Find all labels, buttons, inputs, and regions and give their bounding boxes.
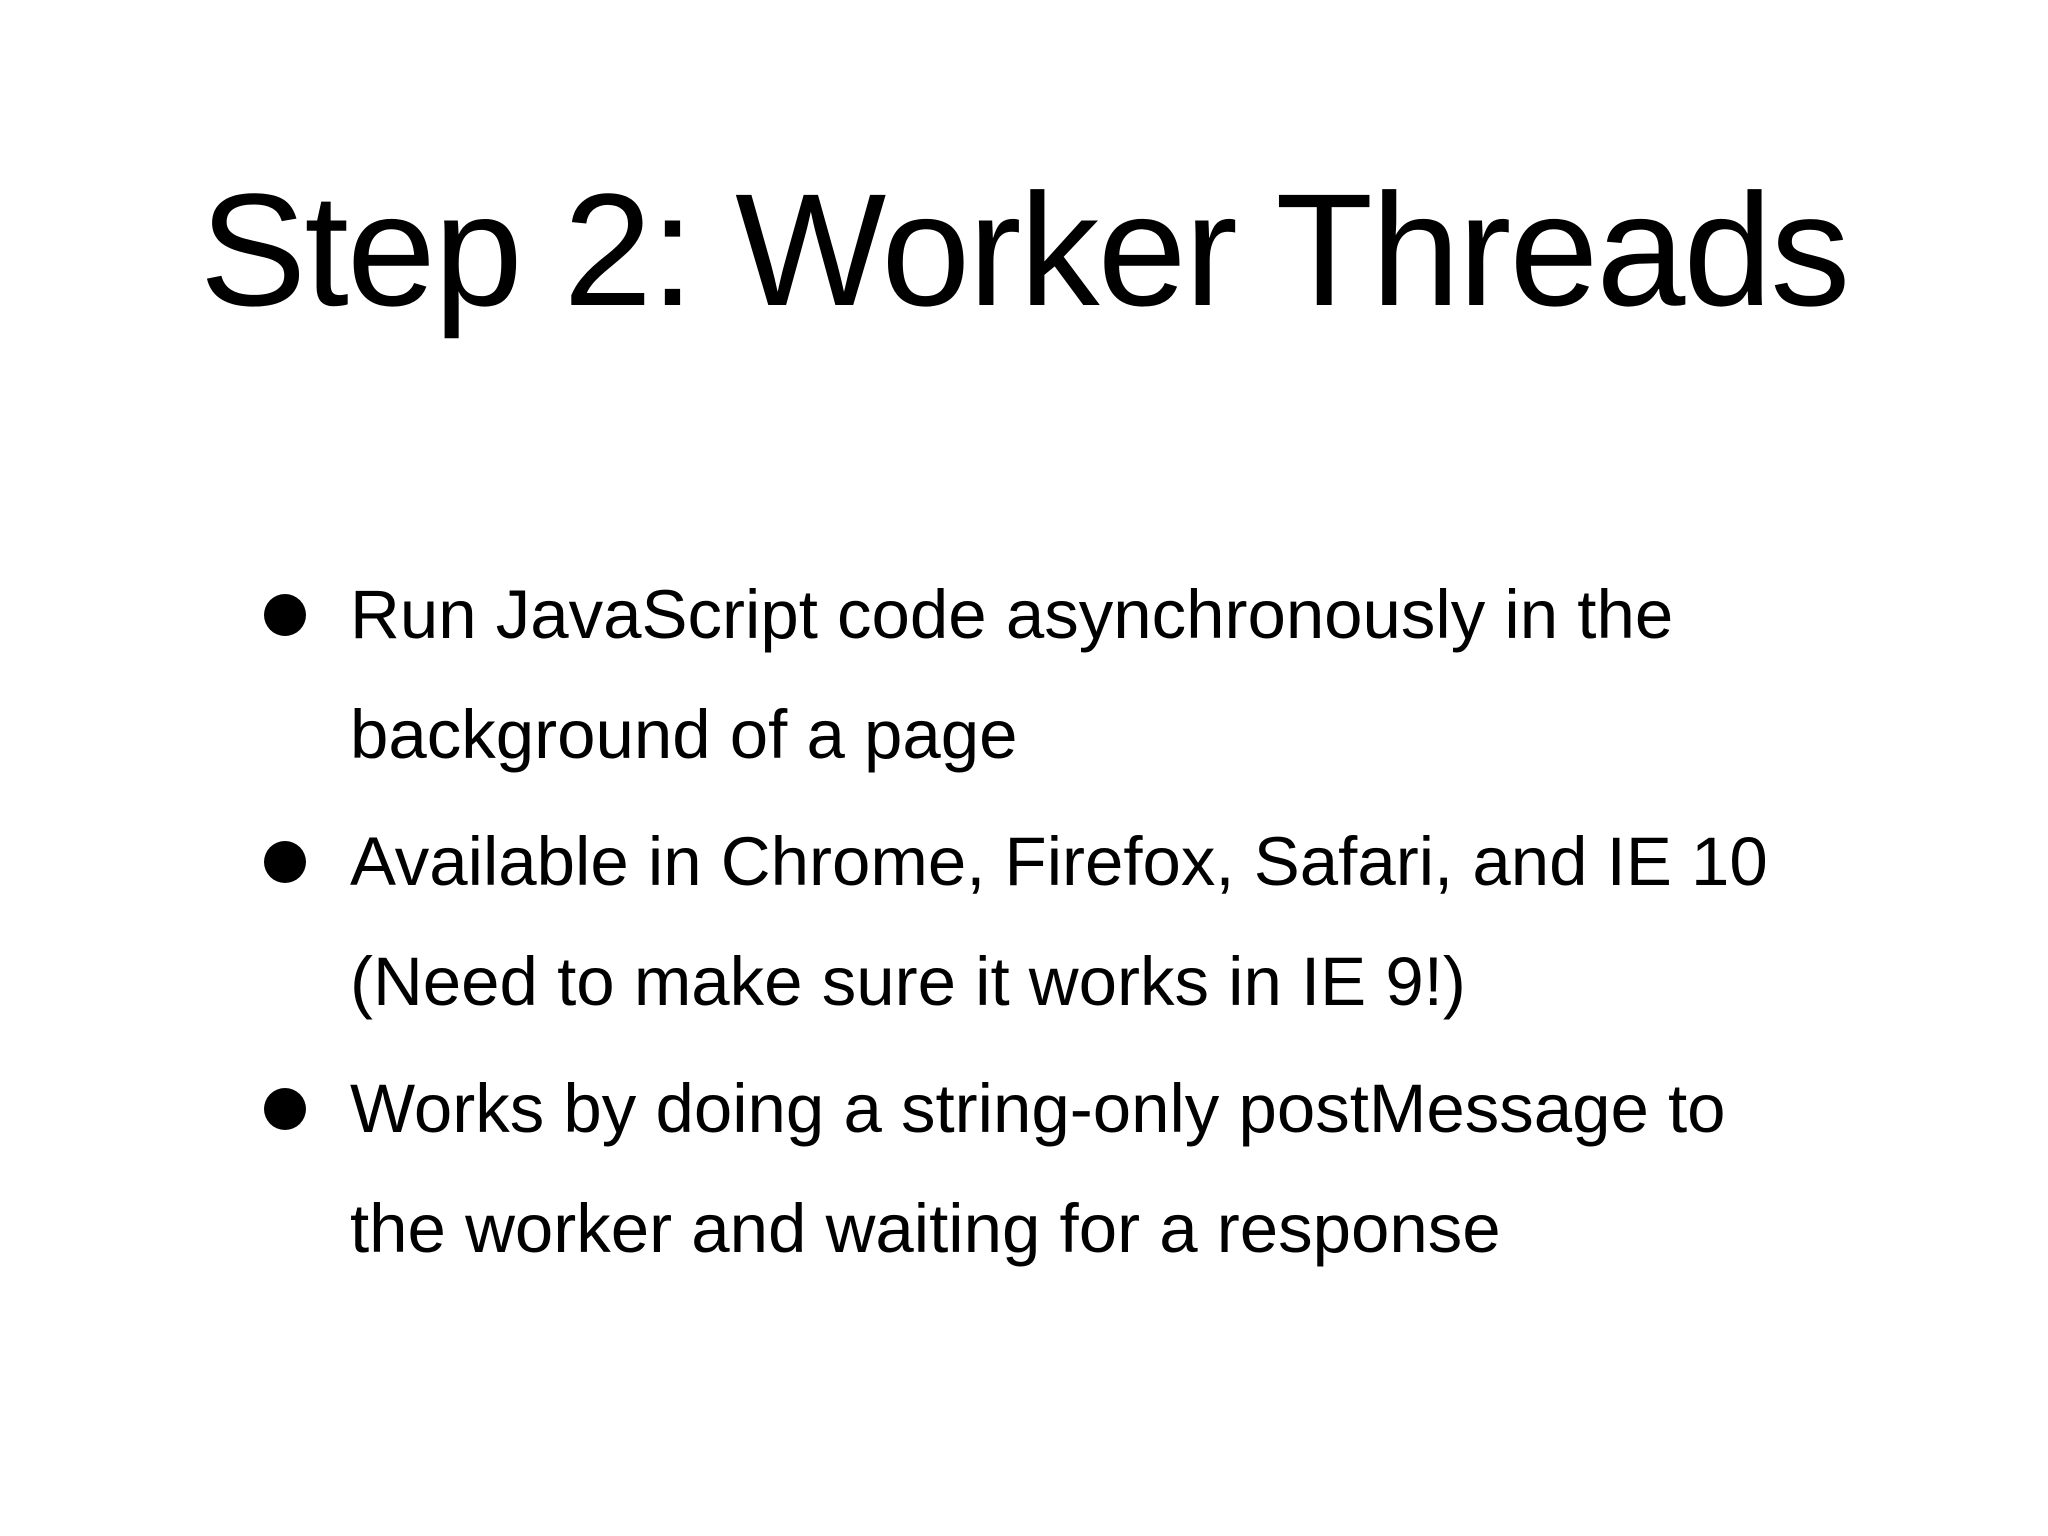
bullet-text: Works by doing a string-only postMessage to the worker and waiting for a response <box>350 1070 1726 1267</box>
bullet-dot-icon <box>264 1088 306 1130</box>
bullet-list <box>250 555 1830 1296</box>
bullet-text: Available in Chrome, Firefox, Safari, and IE 10 (Need to make sure it works in IE 9!) <box>350 823 1768 1020</box>
bullet-text: Run JavaScript code asynchronously in the background of a page <box>350 576 1674 773</box>
bullet-item <box>250 802 1830 1042</box>
slide-title: Step 2: Worker Threads <box>199 160 1849 339</box>
bullet-item <box>250 1049 1830 1289</box>
bullet-item <box>250 555 1830 795</box>
bullet-dot-icon <box>264 841 306 883</box>
bullet-dot-icon <box>264 594 306 636</box>
